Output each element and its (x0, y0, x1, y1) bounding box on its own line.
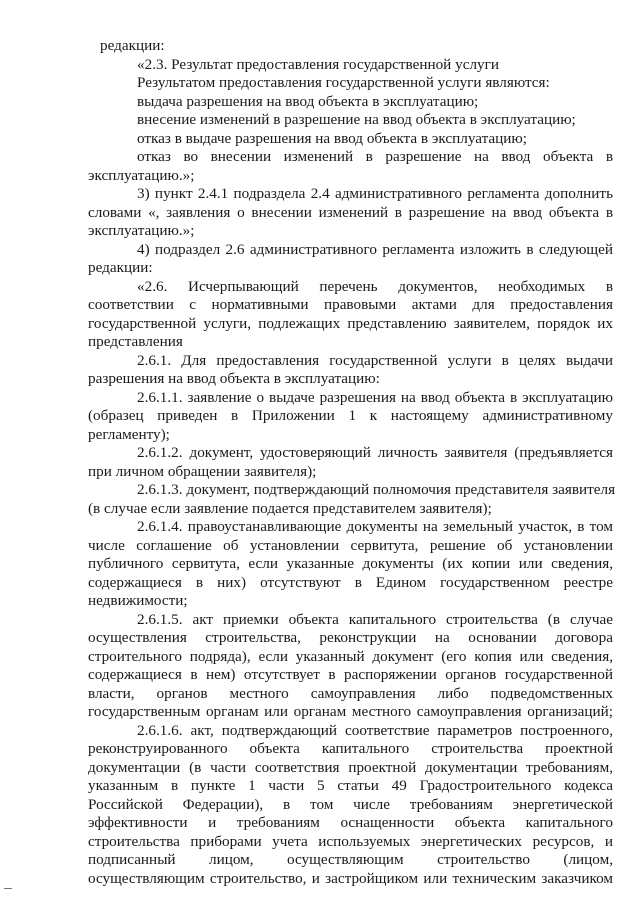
text-line: осуществления строительства, реконструкции на основании договора (88, 629, 613, 646)
text-line: 4) подраздел 2.6 административного регламента изложить в следующей (137, 241, 613, 258)
text-line: редакции: (88, 259, 153, 276)
text-line: внесение изменений в разрешение на ввод объекта в эксплуатацию; (137, 111, 576, 128)
text-line: государственным органам или органам местного самоуправления организаций; (88, 703, 613, 720)
text-line: 2.6.1.3. документ, подтверждающий полномочия представителя заявителя (137, 481, 616, 498)
text-line: отказ во внесении изменений в разрешение на ввод объекта в (137, 148, 613, 165)
text-line: разрешения на ввод объекта в эксплуатацию: (88, 370, 380, 387)
text-line: 3) пункт 2.4.1 подраздела 2.4 административного регламента дополнить (137, 185, 613, 202)
text-line: 2.6.1.4. правоустанавливающие документы на земельный участок, в том (137, 518, 613, 535)
section-heading: «2.3. Результат предоставления государственной услуги (137, 56, 499, 73)
section-heading: представления (88, 333, 183, 350)
text-line: недвижимости; (88, 592, 188, 609)
text-line: строительства приборами учета используемых энергетических ресурсов, и (88, 833, 613, 850)
text-line: словами «, заявления о внесении изменений в разрешение на ввод объекта в (88, 204, 613, 221)
text-line: подписанный лицом, осуществляющим строительство (лицом, (88, 851, 613, 868)
text-line: регламенту); (88, 426, 170, 443)
text-line: эксплуатацию.»; (88, 167, 195, 184)
text-line: документации (в части соответствия проектной документации требованиям, (88, 759, 613, 776)
text-line: Результатом предоставления государственной услуги являются: (137, 74, 550, 91)
text-line: выдача разрешения на ввод объекта в эксплуатацию; (137, 93, 479, 110)
text-line: отказ в выдаче разрешения на ввод объекта в эксплуатацию; (137, 130, 527, 147)
section-heading: соответствии с нормативными правовыми актами для предоставления (88, 296, 613, 313)
text-line: числе соглашение об установлении сервитута, решение об установлении (88, 537, 613, 554)
text-line: публичного сервитута, если указанные документы (их копии или сведения, (88, 555, 613, 572)
text-line: 2.6.1.6. акт, подтверждающий соответствие параметров построенного, (137, 722, 613, 739)
text-line: указанным в пункте 1 части 5 статьи 49 Градостроительного кодекса (88, 777, 613, 794)
text-line: (в случае если заявление подается представителем заявителя); (88, 500, 492, 517)
text-line: 2.6.1. Для предоставления государственной услуги в целях выдачи (137, 352, 613, 369)
text-line: редакции: (100, 37, 165, 54)
text-line: эксплуатацию.»; (88, 222, 195, 239)
text-line: строительного подряда), если указанный документ (его копия или сведения, (88, 648, 613, 665)
text-line: (образец приведен в Приложении 1 к настоящему административному (88, 407, 613, 424)
text-line: Российской Федерации), в том числе требованиям энергетической (88, 796, 613, 813)
section-heading: «2.6. Исчерпывающий перечень документов, необходимых в (137, 278, 613, 295)
text-line: содержащиеся в них) отсутствуют в Едином государственном реестре (88, 574, 613, 591)
text-line: 2.6.1.2. документ, удостоверяющий личность заявителя (предъявляется (137, 444, 613, 461)
section-heading: государственной услуги, подлежащих представлению заявителем, порядок их (88, 315, 613, 332)
text-line: содержащиеся в нем) отсутствует в распоряжении органов государственной (88, 666, 613, 683)
text-line: 2.6.1.5. акт приемки объекта капитального строительства (в случае (137, 611, 613, 628)
text-line: осуществляющим строительство, и застройщиком или техническим заказчиком (88, 870, 613, 887)
text-line: при личном обращении заявителя); (88, 463, 317, 480)
text-line: реконструированного объекта капитального строительства проектной (88, 740, 613, 757)
text-line: власти, органов местного самоуправления либо подведомственных (88, 685, 613, 702)
scan-margin-mark (4, 888, 12, 889)
text-line: эффективности и требованиям оснащенности объекта капитального (88, 814, 613, 831)
text-line: 2.6.1.1. заявление о выдаче разрешения на ввод объекта в эксплуатацию (137, 389, 613, 406)
